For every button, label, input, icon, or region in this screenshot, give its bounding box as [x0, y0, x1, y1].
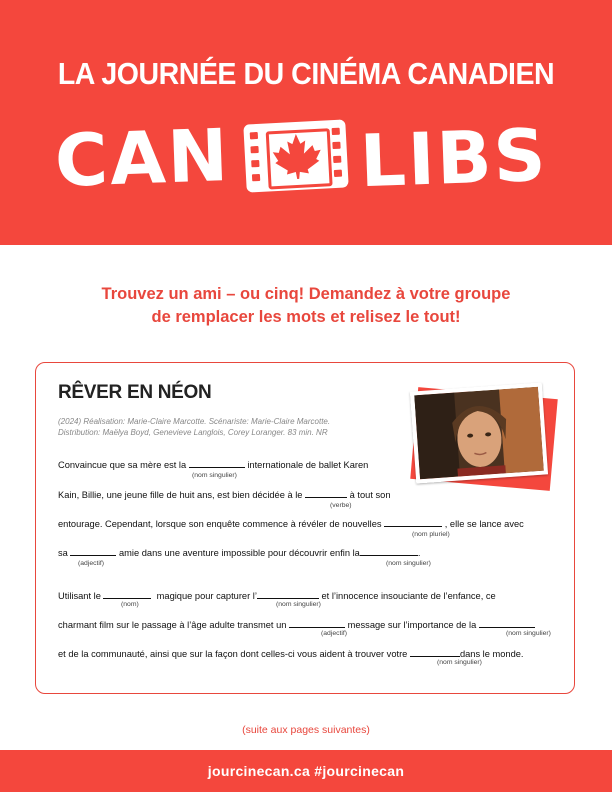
- blank-field[interactable]: [360, 546, 418, 556]
- hint-label: (nom singulier): [437, 659, 482, 666]
- story-text: à tout son: [349, 490, 391, 500]
- header-banner: [0, 0, 612, 245]
- blank-field[interactable]: [103, 589, 151, 599]
- hint-label: (verbe): [330, 502, 352, 509]
- story-text: Utilisant le: [58, 591, 101, 601]
- story-text: message sur l’importance de la: [347, 620, 477, 630]
- hint-label: (nom): [121, 601, 139, 608]
- maple-leaf-film-icon: [243, 119, 348, 192]
- story-text: dans le monde.: [459, 649, 524, 659]
- story-line-2: [58, 488, 391, 500]
- story-line-4: [58, 546, 420, 558]
- credits-line-1: (2024) Réalisation: Marie-Claire Marcotte. Scénariste: Marie-Claire Marcotte.: [58, 417, 331, 426]
- continued-note: (suite aux pages suivantes): [242, 724, 370, 736]
- hint-label: (nom pluriel): [412, 531, 450, 538]
- hint-label: (nom singulier): [506, 630, 551, 637]
- story-text: Convaincue que sa mère est la: [58, 460, 187, 470]
- blank-field[interactable]: [189, 458, 245, 468]
- film-still-image: [410, 383, 548, 484]
- story-line-3: [58, 517, 524, 529]
- intro-line-1: Trouvez un ami – ou cinq! Demandez à votre groupe: [101, 285, 511, 303]
- story-text: amie dans une aventure impossible pour découvrir enfin la: [119, 548, 360, 558]
- hint-label: (adjectif): [321, 630, 348, 637]
- can-libs-logo: [0, 108, 612, 208]
- film-credits: [58, 416, 403, 438]
- hint-label: (nom singulier): [192, 472, 237, 479]
- story-text: entourage. Cependant, lorsque son enquête commence à révéler de nouvelles: [58, 519, 382, 529]
- intro-line-2: de remplacer les mots et relisez le tout!: [151, 308, 461, 326]
- credits-line-2: Distribution: Maëlya Boyd, Genevieve Langlois, Corey Loranger. 83 min. NR: [58, 428, 328, 437]
- blank-field[interactable]: [410, 647, 460, 657]
- blank-field[interactable]: [289, 618, 345, 628]
- story-text: et de la communauté, ainsi que sur la façon dont celles-ci vous aident à trouver votre: [58, 649, 408, 659]
- story-line-1: [58, 458, 368, 470]
- footer-banner: [0, 750, 612, 792]
- story-line-7: [58, 647, 524, 659]
- story-text: charmant film sur le passage à l’âge adulte transmet un: [58, 620, 287, 630]
- blank-field[interactable]: [70, 546, 116, 556]
- story-text: internationale de ballet Karen: [247, 460, 369, 470]
- story-text: magique pour capturer l’: [156, 591, 257, 601]
- blank-field[interactable]: [479, 618, 535, 628]
- hint-label: (adjectif): [78, 560, 105, 567]
- story-text: Kain, Billie, une jeune fille de huit ans, est bien décidée à le: [58, 490, 303, 500]
- story-line-6: [58, 618, 535, 630]
- story-text: .: [417, 548, 421, 558]
- blank-field[interactable]: [305, 488, 347, 498]
- logo-word-libs: LIBS: [358, 112, 549, 204]
- hint-label: (nom singulier): [276, 601, 321, 608]
- footer-website-hashtag: jourcinecan.ca #jourcinecan: [207, 763, 405, 779]
- story-text: et l’innocence insouciante de l’enfance, ce: [321, 591, 496, 601]
- story-text: , elle se lance avec: [444, 519, 524, 529]
- blank-field[interactable]: [257, 589, 319, 599]
- intro-text: [0, 283, 612, 329]
- hint-label: (nom singulier): [386, 560, 431, 567]
- blank-field[interactable]: [384, 517, 442, 527]
- event-title: LA JOURNÉE DU CINÉMA CANADIEN: [57, 56, 555, 91]
- story-line-5: [58, 589, 496, 601]
- film-title: RÊVER EN NÉON: [58, 382, 212, 403]
- maple-leaf-icon: [270, 131, 324, 182]
- logo-word-can: CAN: [53, 112, 232, 204]
- story-text: sa: [58, 548, 68, 558]
